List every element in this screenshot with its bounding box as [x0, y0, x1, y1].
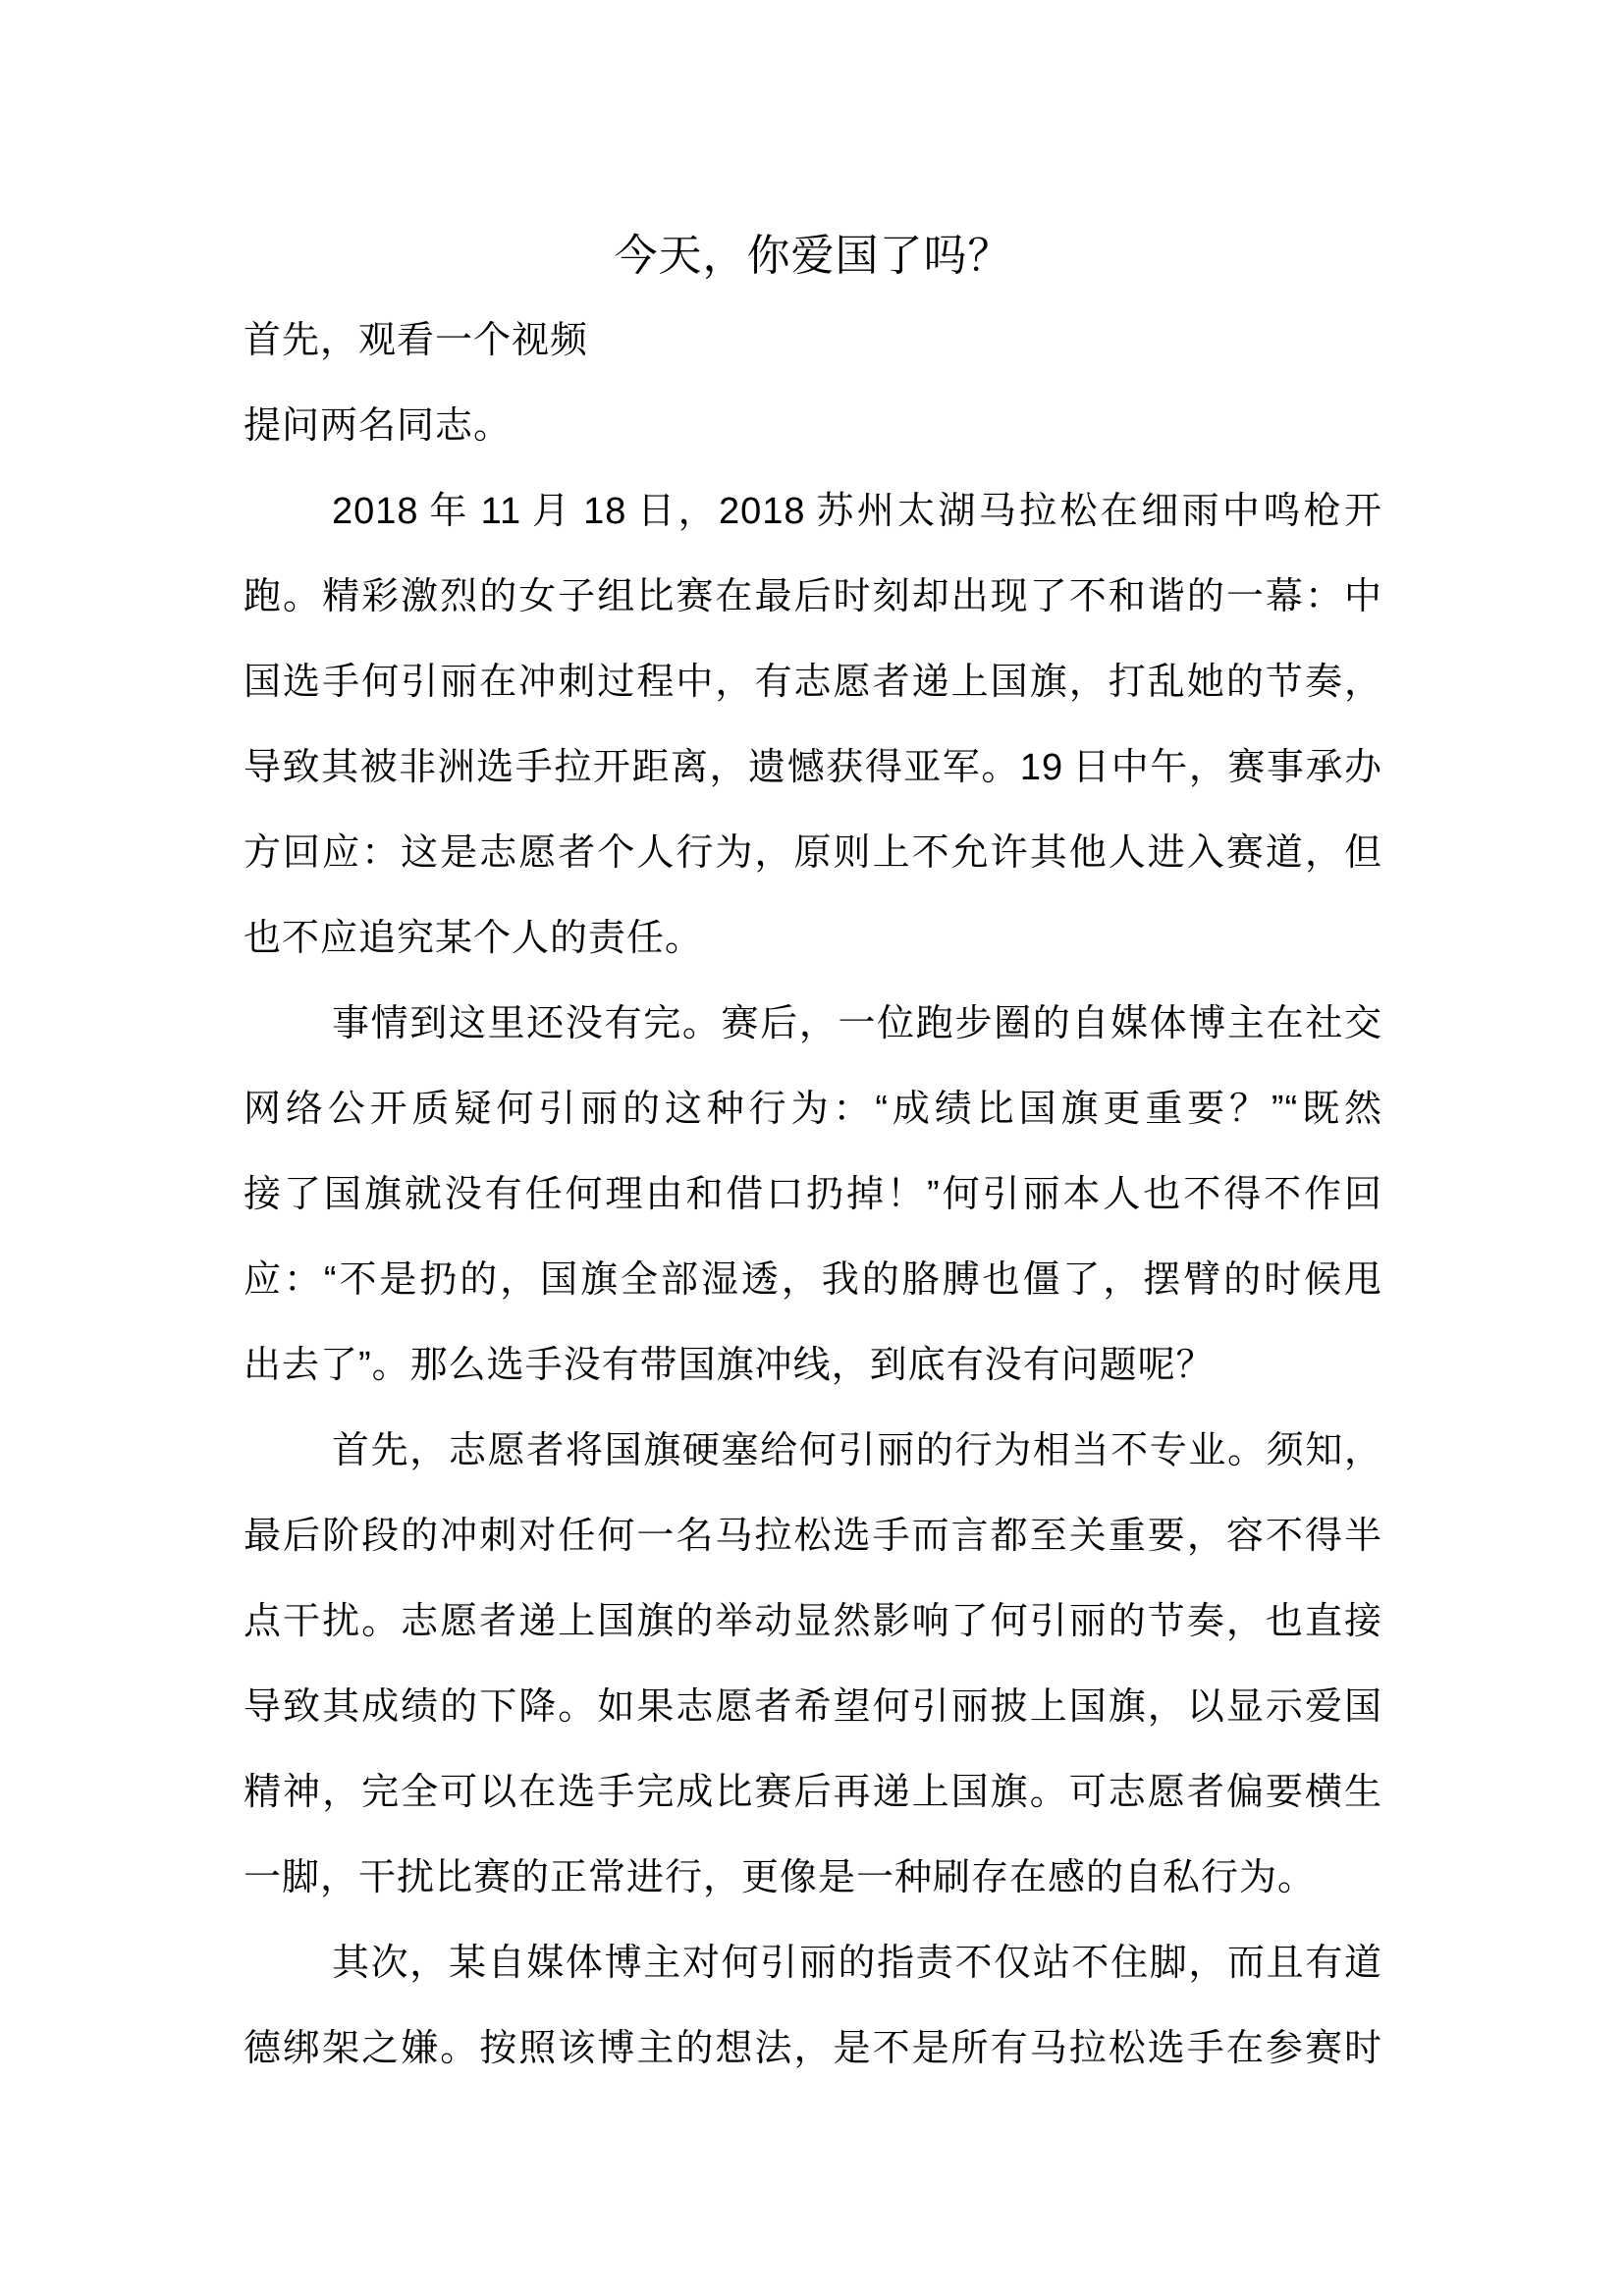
paragraphs-container — [244, 298, 1382, 2092]
paragraph-4-line-5: 出去了”。那么选手没有带国旗冲线，到底有没有问题呢？ — [244, 1345, 1215, 1386]
paragraph-3-line-5: 方回应：这是志愿者个人行为，原则上不允许其他人进入赛道，但 — [244, 832, 1382, 874]
paragraph-3-line-6: 也不应追究某个人的责任。 — [244, 918, 704, 959]
paragraph-4-line-3: 接了国旗就没有任何理由和借口扔掉！”何引丽本人也不得不作回 — [244, 1174, 1382, 1215]
paragraph-5-line-3: 点干扰。志愿者递上国旗的举动显然影响了何引丽的节奏，也直接 — [244, 1601, 1382, 1642]
paragraph-6-line-1: 其次，某自媒体博主对何引丽的指责不仅站不住脚，而且有道 — [332, 1943, 1382, 1984]
paragraph-4-line-2: 网络公开质疑何引丽的这种行为：“成绩比国旗更重要？”“既然 — [244, 1089, 1382, 1130]
document-body — [244, 213, 1382, 2092]
paragraph-2-line-1: 提问两名同志。 — [244, 405, 513, 447]
paragraph-5-line-5: 精神，完全可以在选手完成比赛后再递上国旗。可志愿者偏要横生 — [244, 1772, 1382, 1813]
paragraph-6-line-2: 德绑架之嫌。按照该博主的想法，是不是所有马拉松选手在参赛时 — [244, 2028, 1382, 2069]
paragraph-4-line-1: 事情到这里还没有完。赛后，一位跑步圈的自媒体博主在社交 — [332, 1003, 1382, 1044]
document-title: 今天，你爱国了吗？ — [614, 232, 1012, 280]
paragraph-3-line-3: 国选手何引丽在冲刺过程中，有志愿者递上国旗，打乱她的节奏， — [244, 662, 1382, 703]
paragraph-5-line-2: 最后阶段的冲刺对任何一名马拉松选手而言都至关重要，容不得半 — [244, 1516, 1382, 1557]
paragraph-5-line-4: 导致其成绩的下降。如果志愿者希望何引丽披上国旗，以显示爱国 — [244, 1686, 1382, 1728]
paragraph-4-line-4: 应：“不是扔的，国旗全部湿透，我的胳膊也僵了，摆臂的时候甩 — [244, 1259, 1382, 1301]
paragraph-5-line-6: 一脚，干扰比赛的正常进行，更像是一种刷存在感的自私行为。 — [244, 1857, 1317, 1898]
paragraph-3-line-4: 导致其被非洲选手拉开距离，遗憾获得亚军。19 日中午，赛事承办 — [244, 747, 1382, 788]
paragraph-3-line-1: 2018 年 11 月 18 日，2018 苏州太湖马拉松在细雨中鸣枪开 — [332, 491, 1382, 532]
paragraph-1-line-1: 首先，观看一个视频 — [244, 320, 589, 361]
paragraph-3-line-2: 跑。精彩激烈的女子组比赛在最后时刻却出现了不和谐的一幕：中 — [244, 576, 1382, 617]
paragraph-5-line-1: 首先，志愿者将国旗硬塞给何引丽的行为相当不专业。须知， — [332, 1430, 1382, 1471]
